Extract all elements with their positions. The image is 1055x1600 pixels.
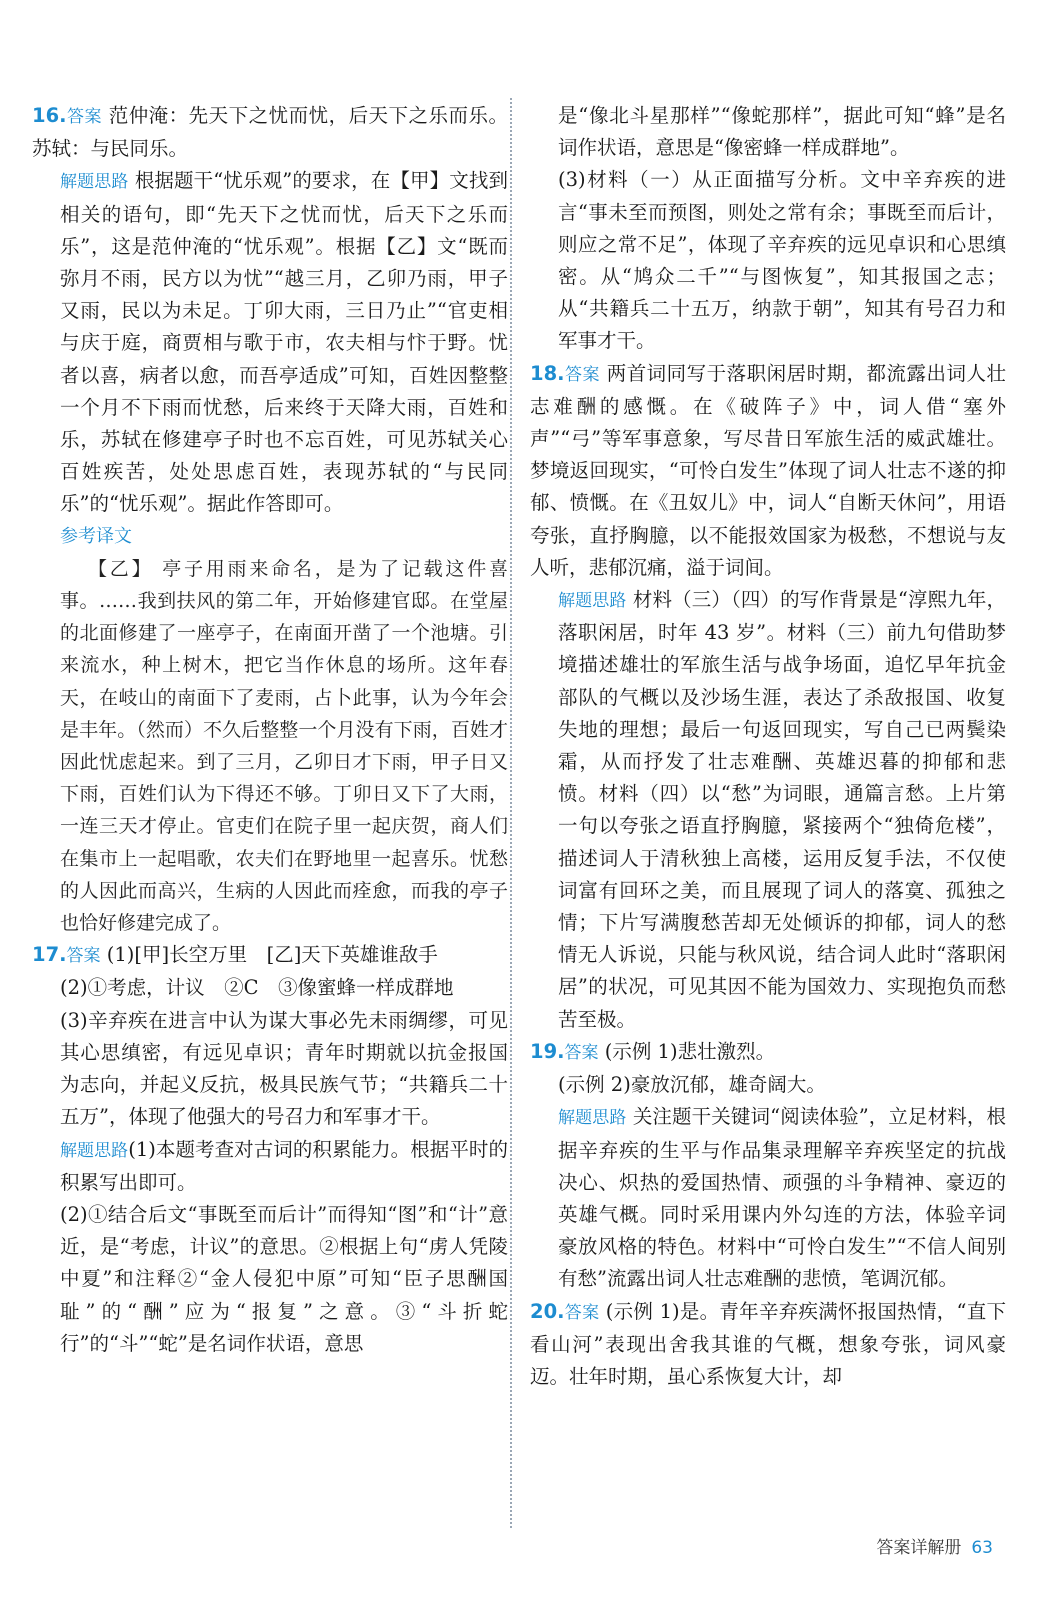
q17-analysis-p1: (1)本题考查对古词的积累能力。根据平时的积累写出即可。 (60, 1137, 508, 1194)
q18-answer-text: 两首词同写于落职闲居时期，都流露出词人壮志难酬的感慨。在《破阵子》中，词人借“塞外声”“弓”等军事意象，写尽昔日军旅生活的威武雄壮。梦境返回现实，“可怜白发生”体现了词人壮志不遂的抑郁、愤慨。在《丑奴儿》中，词人“自断天休问”，用语夸张，直抒胸臆，以不能报效国家为极愁，不想说与友人听，悲郁沉痛，溢于词间。 (530, 361, 1006, 579)
q19-analysis (530, 1101, 1006, 1295)
q17-number: 17. (32, 943, 67, 967)
q17-continued-1: 是“像北斗星那样”“像蛇那样”，据此可知“蜂”是名词作状语，意思是“像密蜂一样成群地”。 (558, 104, 1006, 160)
q17-analysis (32, 1134, 508, 1199)
q17-answer-line2: (2)①考虑，计议 ②C ③像蜜蜂一样成群地 (60, 976, 454, 1000)
left-column (32, 100, 508, 1360)
footer-label: 答案详解册 (876, 1538, 962, 1558)
right-column (530, 100, 1006, 1393)
q17-continued-2: (3)材料（一）从正面描写分析。文中辛弃疾的进言“事未至而预图，则处之常有余；事既至而后计，则应之常不足”，体现了辛弃疾的远见卓识和心思缜密。从“鸠众二千”“与图恢复”，知其报国之志；从“共籍兵二十五万，纳款于朝”，知其有号召力和军事才干。 (558, 168, 1006, 353)
q19-number: 19. (530, 1039, 565, 1063)
column-divider (510, 98, 512, 1528)
answer-tag: 答案 (564, 1302, 600, 1323)
page-footer (876, 1533, 993, 1558)
analysis-tag: 解题思路 (558, 591, 627, 612)
answer-tag: 答案 (564, 364, 601, 385)
q19-answer (530, 1036, 1006, 1069)
answer-tag: 答案 (66, 107, 103, 127)
q17-analysis-p2: (2)①结合后文“事既至而后计”而得知“图”和“计”意近，是“考虑，计议”的意思。②根据上句“虏人凭陵中夏”和注释②“金人侵犯中原”可知“臣子思酬国耻”的“酬”应为“报复”之意。③“斗折蛇行”的“斗”“蛇”是名词作状语，意思 (60, 1202, 508, 1355)
q17-answer (32, 939, 508, 972)
q18-number: 18. (530, 361, 565, 385)
reference-translation-text: 【乙】 亭子用雨来命名，是为了记载这件喜事。……我到扶风的第二年，开始修建官邸。在堂屋的北面修建了一座亭子，在南面开凿了一个池塘。引来流水，种上树木，把它当作休息的场所。这年春天，在岐山的南面下了麦雨，占卜此事，认为今年会是丰年。（然而）不久后整整一个月没有下雨，百姓才因此忧虑起来。到了三月，乙卯日才下雨，甲子日又下雨，百姓们认为下得还不够。丁卯日又下了大雨，一连三天才停止。官吏们在院子里一起庆贺，商人们在集市上一起唱歌，农夫们在野地里一起喜乐。忧愁的人因此而高兴，生病的人因此而痊愈，而我的亭子也恰好修建完成了。 (60, 557, 508, 935)
q17-answer-line3: (3)辛弃疾在进言中认为谋大事必先未雨绸缪，可见其心思缜密，有远见卓识；青年时期就以抗金报国为志向，并起义反抗，极具民族气节；“共籍兵二十五万”，体现了他强大的号召力和军事才干。 (60, 1008, 508, 1129)
answer-tag: 答案 (66, 946, 101, 967)
q16-analysis-text: 根据题干“忧乐观”的要求，在【甲】文找到相关的语句，即“先天下之忧而忧，后天下之乐而乐”，这是范仲淹的“忧乐观”。根据【乙】文“既而弥月不雨，民方以为忧”“越三月，乙卯乃雨，甲子又雨，民以为未足。丁卯大雨，三日乃止”“官吏相与庆于庭，商贾相与歌于市，农夫相与忭于野。忧者以喜，病者以愈，而吾亭适成”可知，百姓因整整一个月不下雨而忧愁，后来终于天降大雨，百姓和乐，苏轼在修建亭子时也不忘百姓，可见苏轼关心百姓疾苦，处处思虑百姓，表现苏轼的“与民同乐”的“忧乐观”。据此作答即可。 (60, 169, 509, 516)
analysis-tag: 解题思路 (60, 1140, 129, 1161)
q16-answer (32, 100, 508, 165)
q16-number: 16. (32, 104, 67, 127)
analysis-tag: 解题思路 (558, 1108, 627, 1129)
answer-tag: 答案 (564, 1042, 599, 1063)
q16-analysis (32, 165, 508, 520)
q18-analysis (530, 584, 1006, 1036)
q16-answer-text: 范仲淹：先天下之忧而忧，后天下之乐而乐。苏轼：与民同乐。 (32, 104, 508, 161)
q19-analysis-text: 关注题干关键词“阅读体验”，立足材料，根据辛弃疾的生平与作品集录理解辛弃疾坚定的抗战决心、炽热的爱国热情、顽强的斗争精神、豪迈的英雄气概。同时采用课内外勾连的方法，体验辛词豪放风格的特色。材料中“可怜白发生”“不信人间别有愁”流露出词人壮志难酬的悲愤，笔调沉郁。 (558, 1105, 1007, 1291)
q19-answer-line1: (示例 1)悲壮激烈。 (604, 1039, 776, 1063)
reference-translation-heading: 参考译文 (60, 525, 132, 547)
q20-answer (530, 1296, 1006, 1394)
page-number: 63 (971, 1538, 993, 1558)
analysis-tag: 解题思路 (60, 172, 129, 193)
q17-answer-line1: (1)[甲]长空万里 [乙]天下英雄谁敌手 (106, 943, 438, 967)
q19-answer-line2: (示例 2)豪放沉郁，雄奇阔大。 (558, 1073, 826, 1097)
q20-number: 20. (530, 1299, 565, 1323)
q18-answer (530, 358, 1006, 584)
q18-analysis-text: 材料（三）（四）的写作背景是“淳熙九年，落职闲居，时年 43 岁”。材料（三）前九句借助梦境描述雄壮的军旅生活与战争场面，追忆早年抗金部队的气概以及沙场生涯，表达了杀敌报国、收复失地的理想；最后一句返回现实，写自己已两鬓染霜，从而抒发了壮志难酬、英雄迟暮的抑郁和悲愤。材料（四）以“愁”为词眼，通篇言愁。上片第一句以夸张之语直抒胸臆，紧接两个“独倚危楼”，描述词人于清秋独上高楼，运用反复手法，不仅使词富有回环之美，而且展现了词人的落寞、孤独之情；下片写满腹愁苦却无处倾诉的抑郁，词人的愁情无人诉说，只能与秋风说，结合词人此时“落职闲居”的状况，可见其因不能为国效力、实现抱负而愁苦至极。 (558, 588, 1006, 1031)
q20-answer-text: (示例 1)是。青年辛弃疾满怀报国热情，“直下看山河”表现出舍我其谁的气概，想象夸张，词风豪迈。壮年时期，虽心系恢复大计，却 (530, 1299, 1007, 1388)
